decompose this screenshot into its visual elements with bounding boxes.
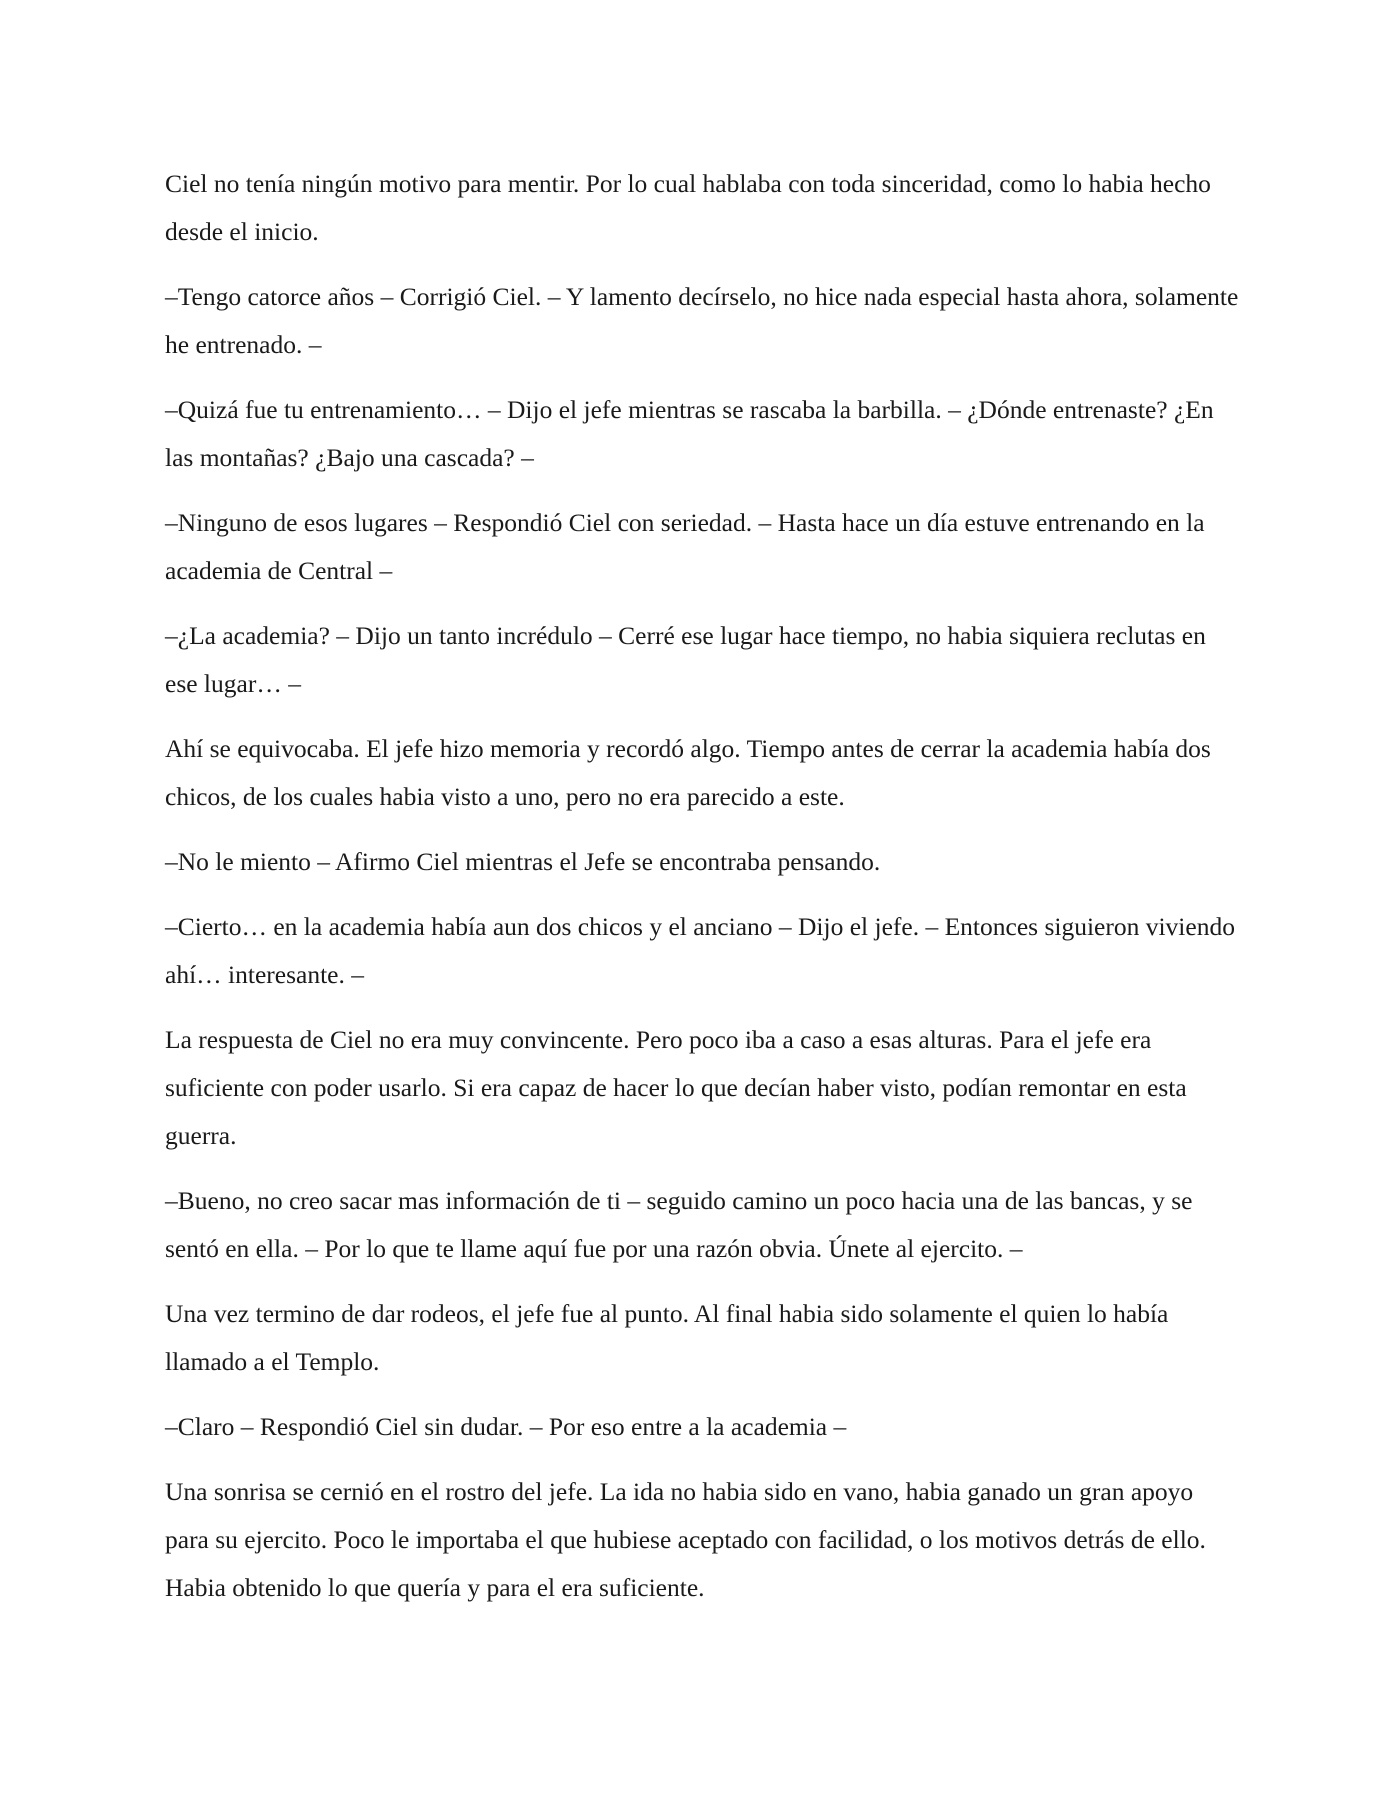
paragraph: –No le miento – Afirmo Ciel mientras el Jefe se encontraba pensando. (165, 847, 881, 876)
paragraph: Una vez termino de dar rodeos, el jefe fue al punto. Al final habia sido solamente el quien lo había llamado a el Templo. (165, 1299, 1169, 1376)
paragraph: Ahí se equivocaba. El jefe hizo memoria y recordó algo. Tiempo antes de cerrar la academia había dos chicos, de los cuales habia visto a uno, pero no era parecido a este. (165, 734, 1211, 811)
paragraph: –Claro – Respondió Ciel sin dudar. – Por eso entre a la academia – (165, 1412, 847, 1441)
paragraph: –Tengo catorce años – Corrigió Ciel. – Y lamento decírselo, no hice nada especial hasta ahora, solamente he entrenado. – (165, 282, 1239, 359)
paragraph: Ciel no tenía ningún motivo para mentir. Por lo cual hablaba con toda sinceridad, como lo habia hecho desde el inicio. (165, 169, 1211, 246)
paragraph: –Ninguno de esos lugares – Respondió Ciel con seriedad. – Hasta hace un día estuve entrenando en la academia de Central – (165, 508, 1205, 585)
paragraph: –Quizá fue tu entrenamiento… – Dijo el jefe mientras se rascaba la barbilla. – ¿Dónde entrenaste? ¿En las montañas? ¿Bajo una cascada? – (165, 395, 1214, 472)
paragraph: La respuesta de Ciel no era muy convincente. Pero poco iba a caso a esas alturas. Para el jefe era suficiente con poder usarlo. Si era capaz de hacer lo que decían haber visto, podían remontar en esta guerra. (165, 1025, 1187, 1150)
paragraph: –¿La academia? – Dijo un tanto incrédulo – Cerré ese lugar hace tiempo, no habia siquiera reclutas en ese lugar… – (165, 621, 1206, 698)
paragraph: –Bueno, no creo sacar mas información de ti – seguido camino un poco hacia una de las bancas, y se sentó en ella. – Por lo que te llame aquí fue por una razón obvia. Únete al ejercito. – (165, 1186, 1193, 1263)
paragraph: –Cierto… en la academia había aun dos chicos y el anciano – Dijo el jefe. – Entonces siguieron viviendo ahí… interesante. – (165, 912, 1235, 989)
paragraph: Una sonrisa se cernió en el rostro del jefe. La ida no habia sido en vano, habia ganado un gran apoyo para su ejercito. Poco le importaba el que hubiese aceptado con facilidad, o los motivos detrás de ello. Habia obtenido lo que quería y para el era suficiente. (165, 1477, 1206, 1602)
document-body (165, 160, 1240, 1629)
